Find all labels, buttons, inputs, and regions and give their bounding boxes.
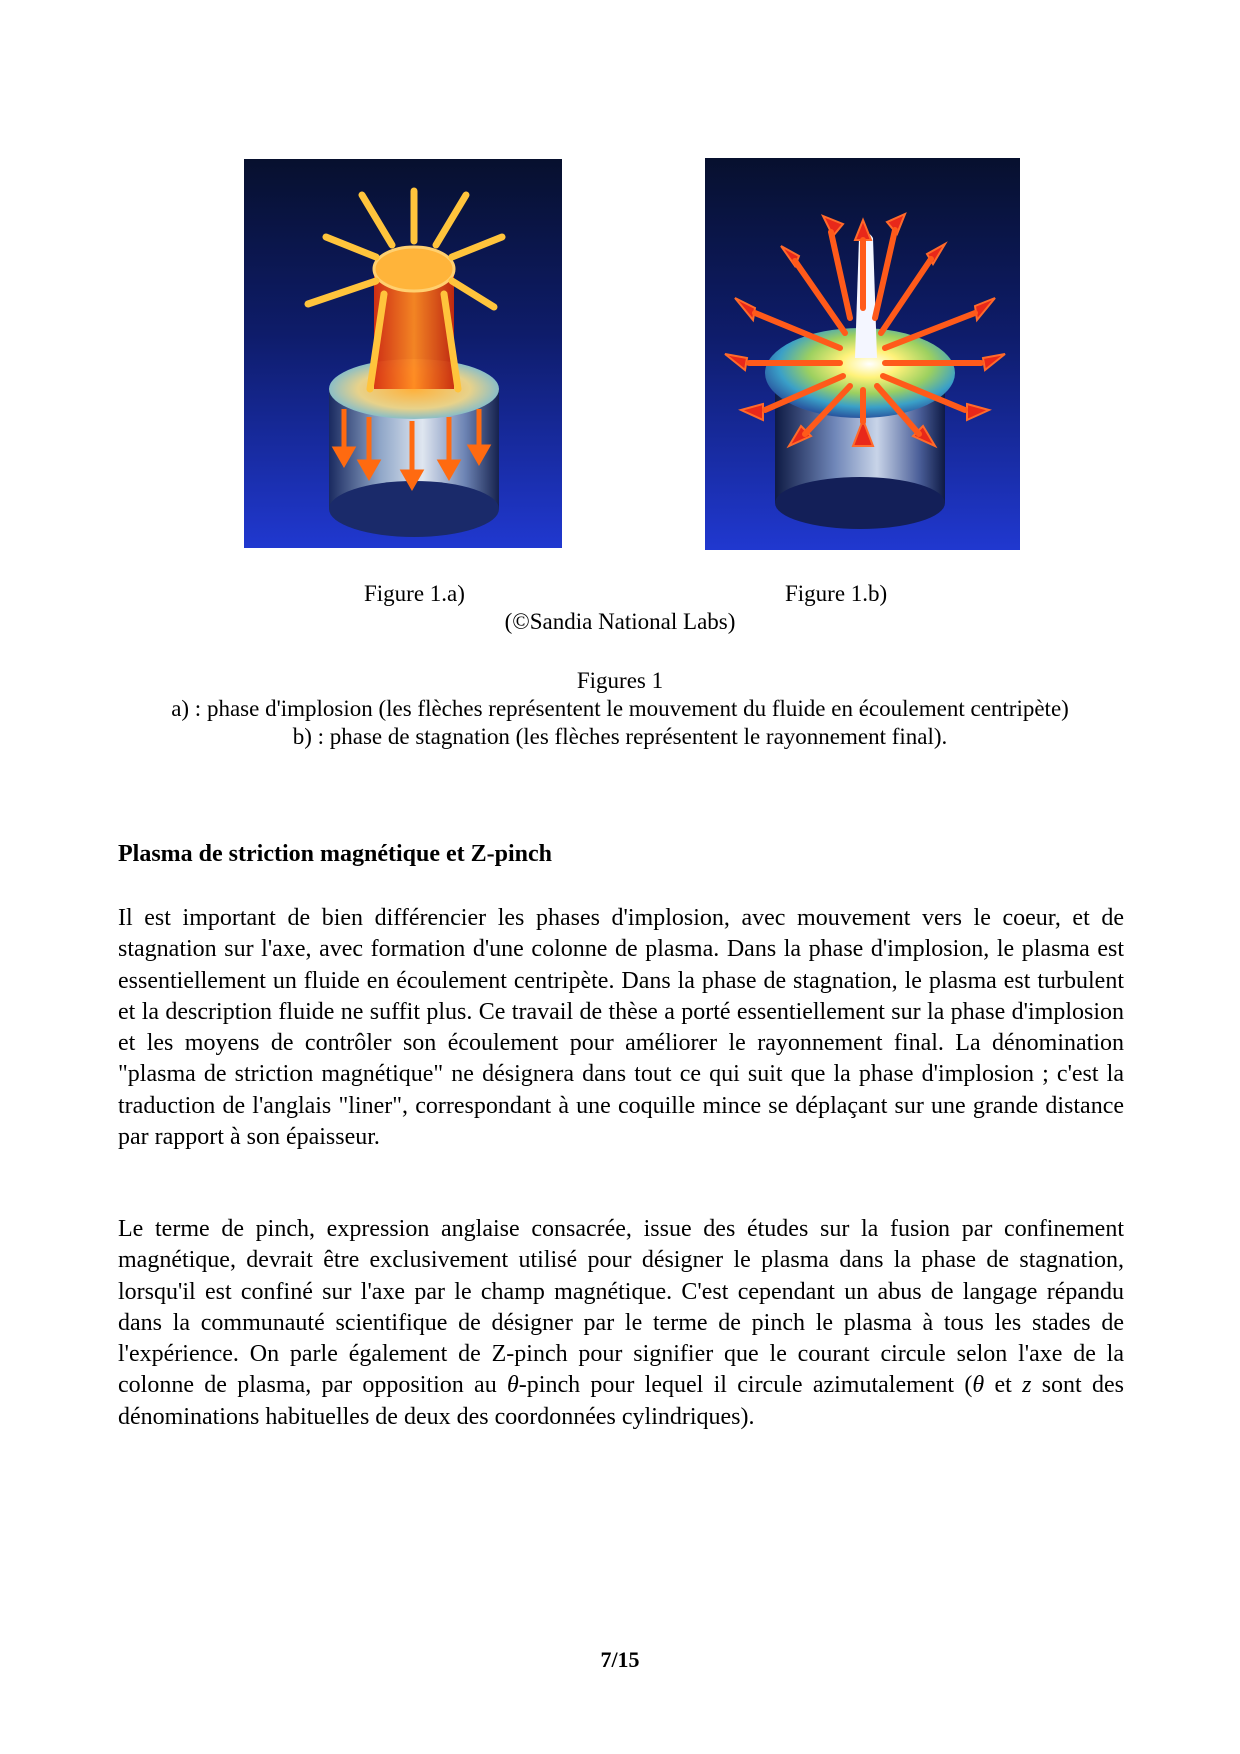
figure-1a-image: [244, 159, 562, 548]
paragraph-2-end: sont des dénominations habituelles de deux des coordonnées cylindriques).: [118, 1372, 1125, 1430]
paragraph-2-mid2: et: [984, 1372, 1023, 1399]
section-heading: Plasma de striction magnétique et Z-pinch: [118, 841, 552, 867]
figure-legend-b: b) : phase de stagnation (les flèches représentent le rayonnement final).: [292, 724, 948, 749]
image-credit: (©Sandia National Labs): [504, 609, 736, 634]
paragraph-2-start: Le terme de pinch, expression anglaise consacrée, issue des études sur la fusion par confinement magnétique, devrait être exclusivement utilisé pour désigner le plasma dans la phase de stagnation, lorsqu'il est confiné sur l'axe par le champ magnétique. C'est cependant un abus de langage répandu dans la communauté scientifique de désigner par le terme de pinch le plasma à tous les stades de l'expérience. On parle également de Z-pinch pour signifier que le courant circule selon l'axe de la colonne de plasma, par opposition au: [118, 1216, 1124, 1399]
figure-1b-caption: Figure 1.b): [785, 581, 888, 606]
figure-1b-image: [705, 158, 1020, 550]
page-number: 7/15: [600, 1647, 640, 1672]
theta-symbol-2: θ: [972, 1372, 985, 1399]
figure-1a-caption: Figure 1.a): [364, 581, 465, 606]
figure-legend-a: a) : phase d'implosion (les flèches représentent le mouvement du fluide en écoulement centripète): [171, 696, 1069, 721]
theta-symbol: θ: [507, 1372, 519, 1399]
paragraph-2-mid1: -pinch pour lequel il circule azimutalement (: [518, 1372, 973, 1399]
figures-title: Figures 1: [576, 668, 664, 693]
paragraph-1: Il est important de bien différencier les phases d'implosion, avec mouvement vers le coeur, et de stagnation sur l'axe, avec formation d'une colonne de plasma. Dans la phase d'implosion, le plasma est essentiellement un fluide en écoulement centripète. Dans la phase de stagnation, le plasma est turbulent et la description fluide ne suffit plus. Ce travail de thèse a porté essentiellement sur la phase d'implosion et les moyens de contrôler son écoulement pour améliorer le rayonnement final. La dénomination "plasma de striction magnétique" ne désignera dans tout ce qui suit que la phase d'implosion ; c'est la traduction de l'anglais "liner", correspondant à une coquille mince se déplaçant sur une grande distance par rapport à son épaisseur.: [118, 905, 1124, 1151]
paragraph-2: [118, 1214, 1124, 1433]
z-symbol: z: [1022, 1372, 1032, 1399]
